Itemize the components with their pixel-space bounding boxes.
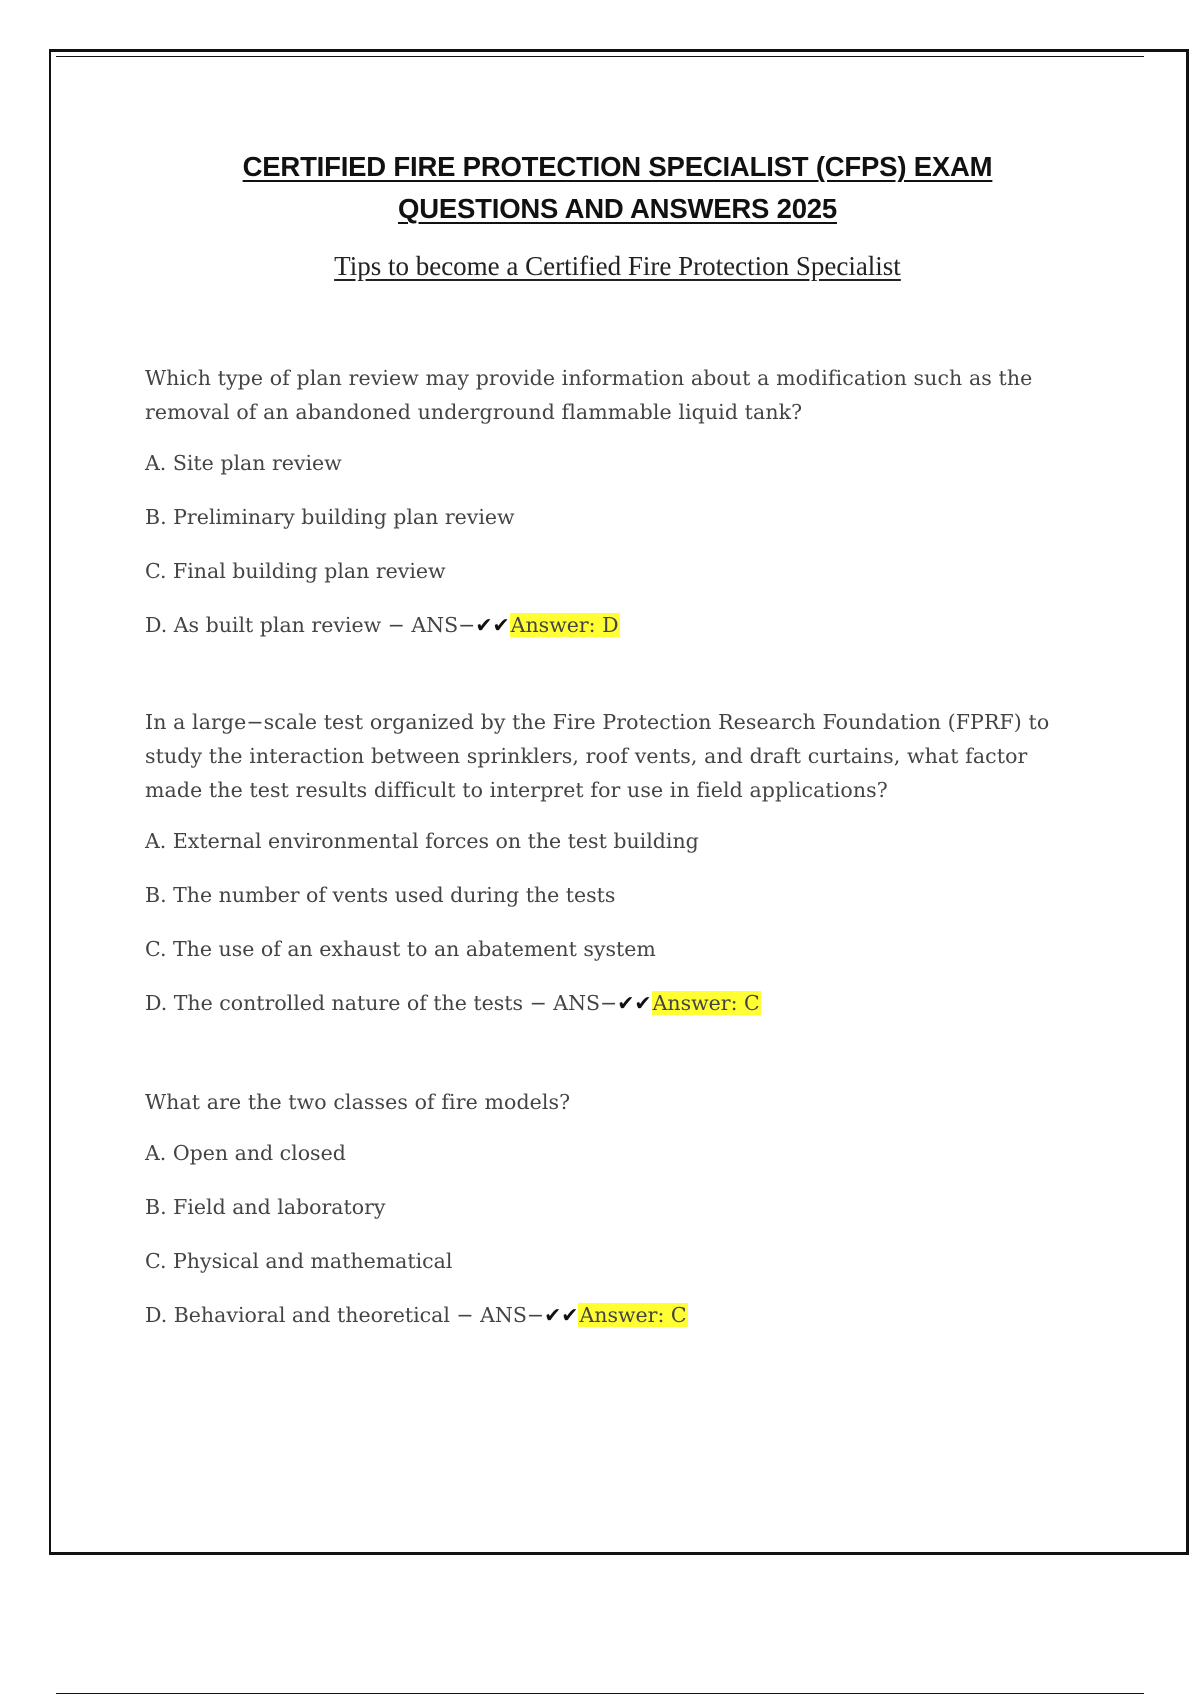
- question-line: Which type of plan review may provide information about a modification such as the: [145, 366, 1033, 390]
- question-block-3: [145, 1085, 1095, 1333]
- option-d: [145, 608, 1095, 643]
- option-a: A. Site plan review: [145, 451, 342, 475]
- check-mark-icon: ✔✔: [475, 613, 510, 637]
- question-line: removal of an abandoned underground flammable liquid tank?: [145, 400, 803, 424]
- document-header: [150, 146, 1085, 284]
- question-text: [145, 1085, 1095, 1119]
- document-title-line-2: QUESTIONS AND ANSWERS 2025: [398, 193, 837, 224]
- document-title-line-1: CERTIFIED FIRE PROTECTION SPECIALIST (CFPS) EXAM: [242, 151, 993, 182]
- option-c: C. Physical and mathematical: [145, 1249, 453, 1273]
- option-d-text: D. The controlled nature of the tests − ANS−: [145, 991, 618, 1015]
- answer-highlight: Answer: C: [652, 991, 760, 1015]
- option-b: B. Field and laboratory: [145, 1195, 386, 1219]
- question-text: [145, 705, 1095, 807]
- option-a: A. Open and closed: [145, 1141, 346, 1165]
- option-d-text: D. Behavioral and theoretical − ANS−: [145, 1303, 545, 1327]
- option-a: A. External environmental forces on the test building: [145, 829, 699, 853]
- option-b: B. The number of vents used during the tests: [145, 883, 616, 907]
- option-d-text: D. As built plan review − ANS−: [145, 613, 476, 637]
- document-subtitle-text: Tips to become a Certified Fire Protection Specialist: [334, 251, 901, 281]
- answer-highlight: Answer: D: [510, 613, 619, 637]
- check-mark-icon: ✔✔: [617, 991, 652, 1015]
- bottom-rule: [56, 1693, 1144, 1694]
- top-rule: [56, 56, 1144, 57]
- option-b: B. Preliminary building plan review: [145, 505, 515, 529]
- check-mark-icon: ✔✔: [544, 1303, 579, 1327]
- question-line: In a large−scale test organized by the Fire Protection Research Foundation (FPRF) to: [145, 710, 1050, 734]
- answer-highlight: Answer: C: [579, 1303, 687, 1327]
- question-text: [145, 361, 1095, 429]
- question-block-1: [145, 361, 1095, 643]
- option-d: [145, 986, 1095, 1021]
- document-subtitle: [150, 248, 1085, 284]
- spacer: [145, 643, 1095, 705]
- question-line: What are the two classes of fire models?: [145, 1090, 571, 1114]
- option-d: [145, 1298, 1095, 1333]
- question-line: study the interaction between sprinklers, roof vents, and draft curtains, what factor: [145, 744, 1028, 768]
- option-c: C. Final building plan review: [145, 559, 446, 583]
- question-line: made the test results difficult to interpret for use in field applications?: [145, 778, 888, 802]
- spacer: [145, 1021, 1095, 1085]
- question-block-2: [145, 705, 1095, 1021]
- document-title: [150, 146, 1085, 230]
- option-c: C. The use of an exhaust to an abatement system: [145, 937, 656, 961]
- questions-content: [145, 361, 1095, 1333]
